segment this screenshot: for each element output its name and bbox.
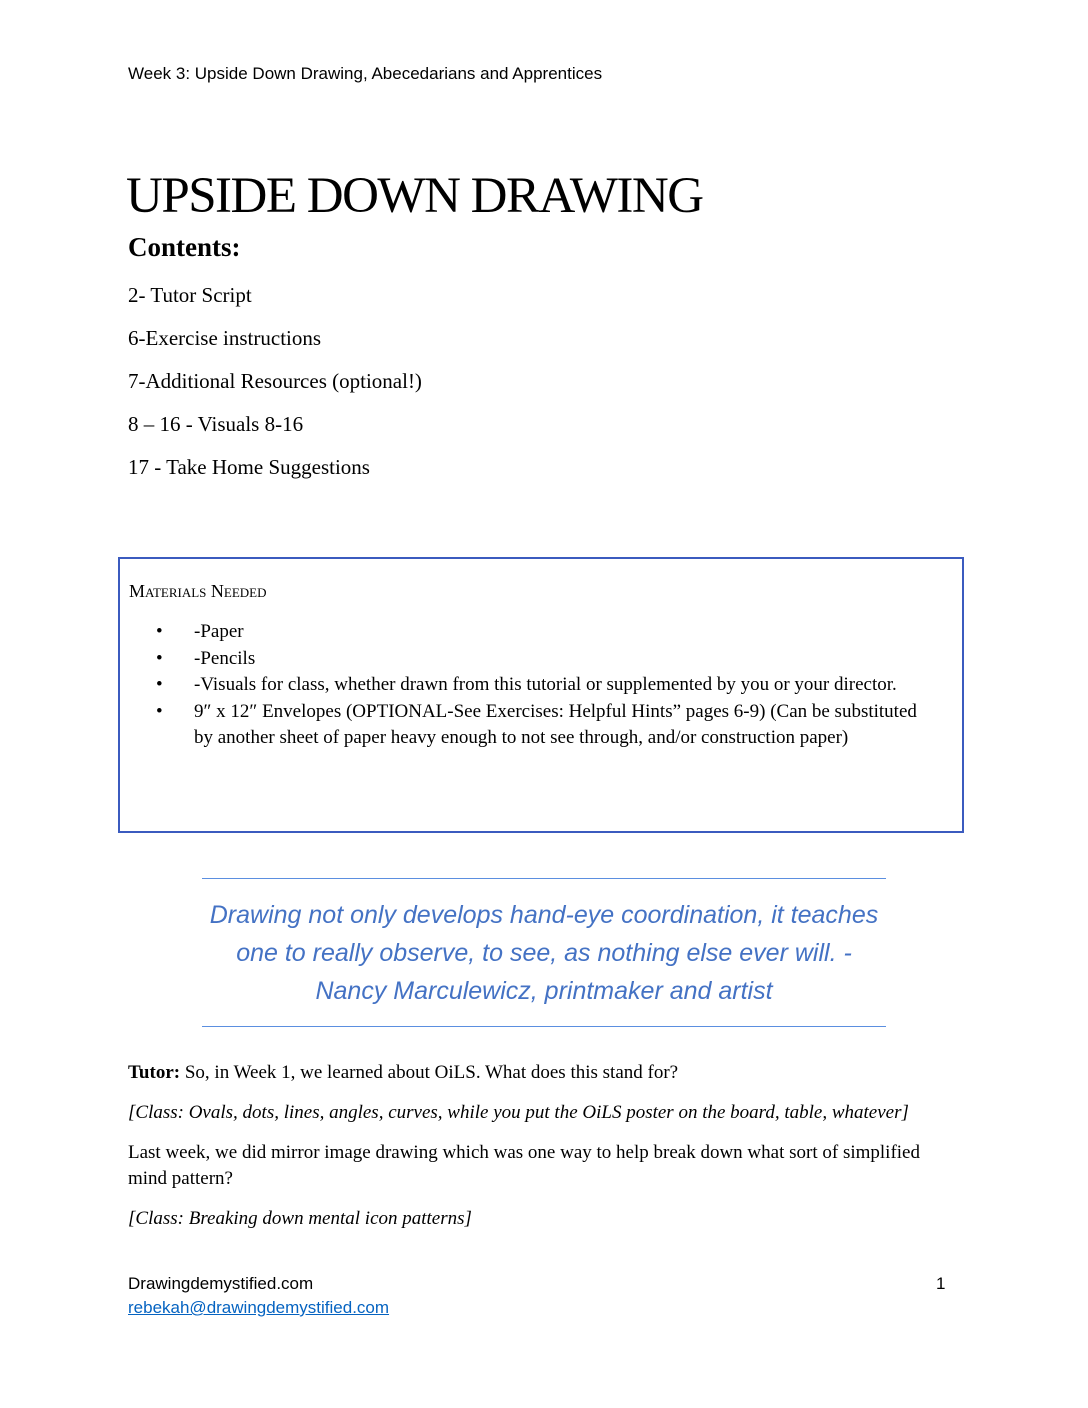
contents-list [128, 280, 422, 495]
materials-box [118, 557, 964, 833]
materials-item [156, 646, 936, 673]
materials-item-text: -Pencils [194, 647, 256, 669]
materials-item [156, 699, 936, 752]
tutor-line: Last week, we did mirror image drawing which was one way to help break down what sort of simplified mind pattern? [128, 1142, 920, 1189]
running-header: Week 3: Upside Down Drawing, Abecedarians and Apprentices [128, 64, 603, 83]
materials-item-text: -Paper [194, 621, 244, 642]
tutor-line-text: So, in Week 1, we learned about OiLS. What does this stand for? [180, 1062, 679, 1083]
materials-item [156, 672, 936, 699]
contents-heading: Contents: [128, 232, 241, 262]
quote-bottom-rule [202, 1026, 886, 1027]
contents-item: 7-Additional Resources (optional!) [128, 369, 422, 393]
pull-quote: Drawing not only develops hand-eye coordination, it teaches one to really observe, to see, as nothing else ever will. -Nancy Marculewicz, printmaker and artist [209, 901, 879, 1005]
tutor-line [128, 1060, 958, 1086]
page-number: 1 [936, 1274, 946, 1293]
contents-item: 2- Tutor Script [128, 283, 252, 307]
bullet-icon: • [156, 674, 163, 695]
materials-item-text: -Visuals for class, whether drawn from this tutorial or supplemented by you or your director. [194, 674, 897, 695]
footer-site: Drawingdemystified.com [128, 1274, 314, 1293]
speaker-label: Tutor: [128, 1062, 181, 1083]
materials-list [156, 619, 936, 752]
contents-item: 17 - Take Home Suggestions [128, 455, 370, 479]
class-response: [Class: Breaking down mental icon patterns] [128, 1208, 472, 1229]
quote-top-rule [202, 878, 886, 879]
footer-email-link[interactable]: rebekah@drawingdemystified.com [128, 1298, 390, 1317]
contents-item: 8 – 16 - Visuals 8-16 [128, 412, 304, 436]
class-response: [Class: Ovals, dots, lines, angles, curves, while you put the OiLS poster on the board, table, whatever] [128, 1102, 909, 1123]
materials-heading: Materials Needed [129, 581, 267, 601]
bullet-icon: • [156, 621, 163, 642]
bullet-icon: • [156, 647, 163, 669]
contents-item: 6-Exercise instructions [128, 326, 322, 350]
materials-item [156, 619, 936, 646]
bullet-icon: • [156, 700, 163, 722]
document-title: UPSIDE DOWN DRAWING [126, 168, 703, 224]
materials-item-text: 9″ x 12″ Envelopes (OPTIONAL-See Exercises: Helpful Hints” pages 6-9) (Can be substituted by another sheet of paper heavy enough to not see through, and/or construction paper) [194, 700, 917, 748]
